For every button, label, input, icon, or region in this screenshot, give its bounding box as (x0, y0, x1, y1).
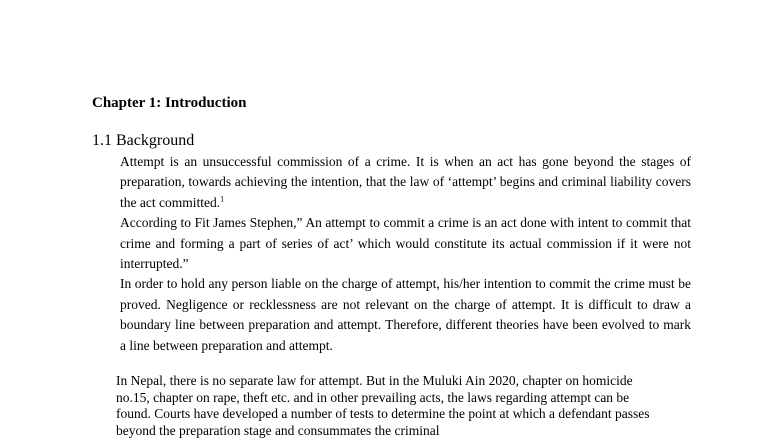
chapter-title: Chapter 1: Introduction (92, 95, 247, 111)
indented-block (120, 152, 691, 356)
section-title: Background (116, 132, 195, 149)
paragraph-nepal-law: In Nepal, there is no separate law for attempt. But in the Muluki Ain 2020, chapter on homicide no.15, chapter on rape, theft etc. and in other prevailing acts, the laws regarding attempt can be found. Courts have developed a number of tests to determine the point at which a defendant passes beyond the preparation stage and consummates the criminal (116, 373, 650, 438)
paragraph-text: In order to hold any person liable on the charge of attempt, his/her intention to commit the crime must be proved. Negligence or recklessness are not relevant on the charge of attempt. It is difficult to draw a boundary line between preparation and attempt. Therefore, different theories have been evolved to mark a line between preparation and attempt. (120, 276, 691, 353)
paragraph-text: According to Fit James Stephen,” An attempt to commit a crime is an act done with intent to commit that crime and forming a part of series of act’ which would constitute its actual commission if it were not interrupted.” (120, 215, 691, 272)
paragraph-stephen-quote (120, 213, 691, 274)
section-heading (92, 131, 194, 150)
paragraph-text: Attempt is an unsuccessful commission of a crime. It is when an act has gone beyond the stages of preparation, towards achieving the intention, that the law of ‘attempt’ begins and criminal liability covers the act committed. (120, 154, 691, 210)
paragraph-liability (120, 274, 691, 356)
footnote-marker: 1 (220, 194, 225, 204)
paragraph-attempt-definition (120, 152, 691, 213)
section-number: 1.1 (92, 132, 112, 149)
